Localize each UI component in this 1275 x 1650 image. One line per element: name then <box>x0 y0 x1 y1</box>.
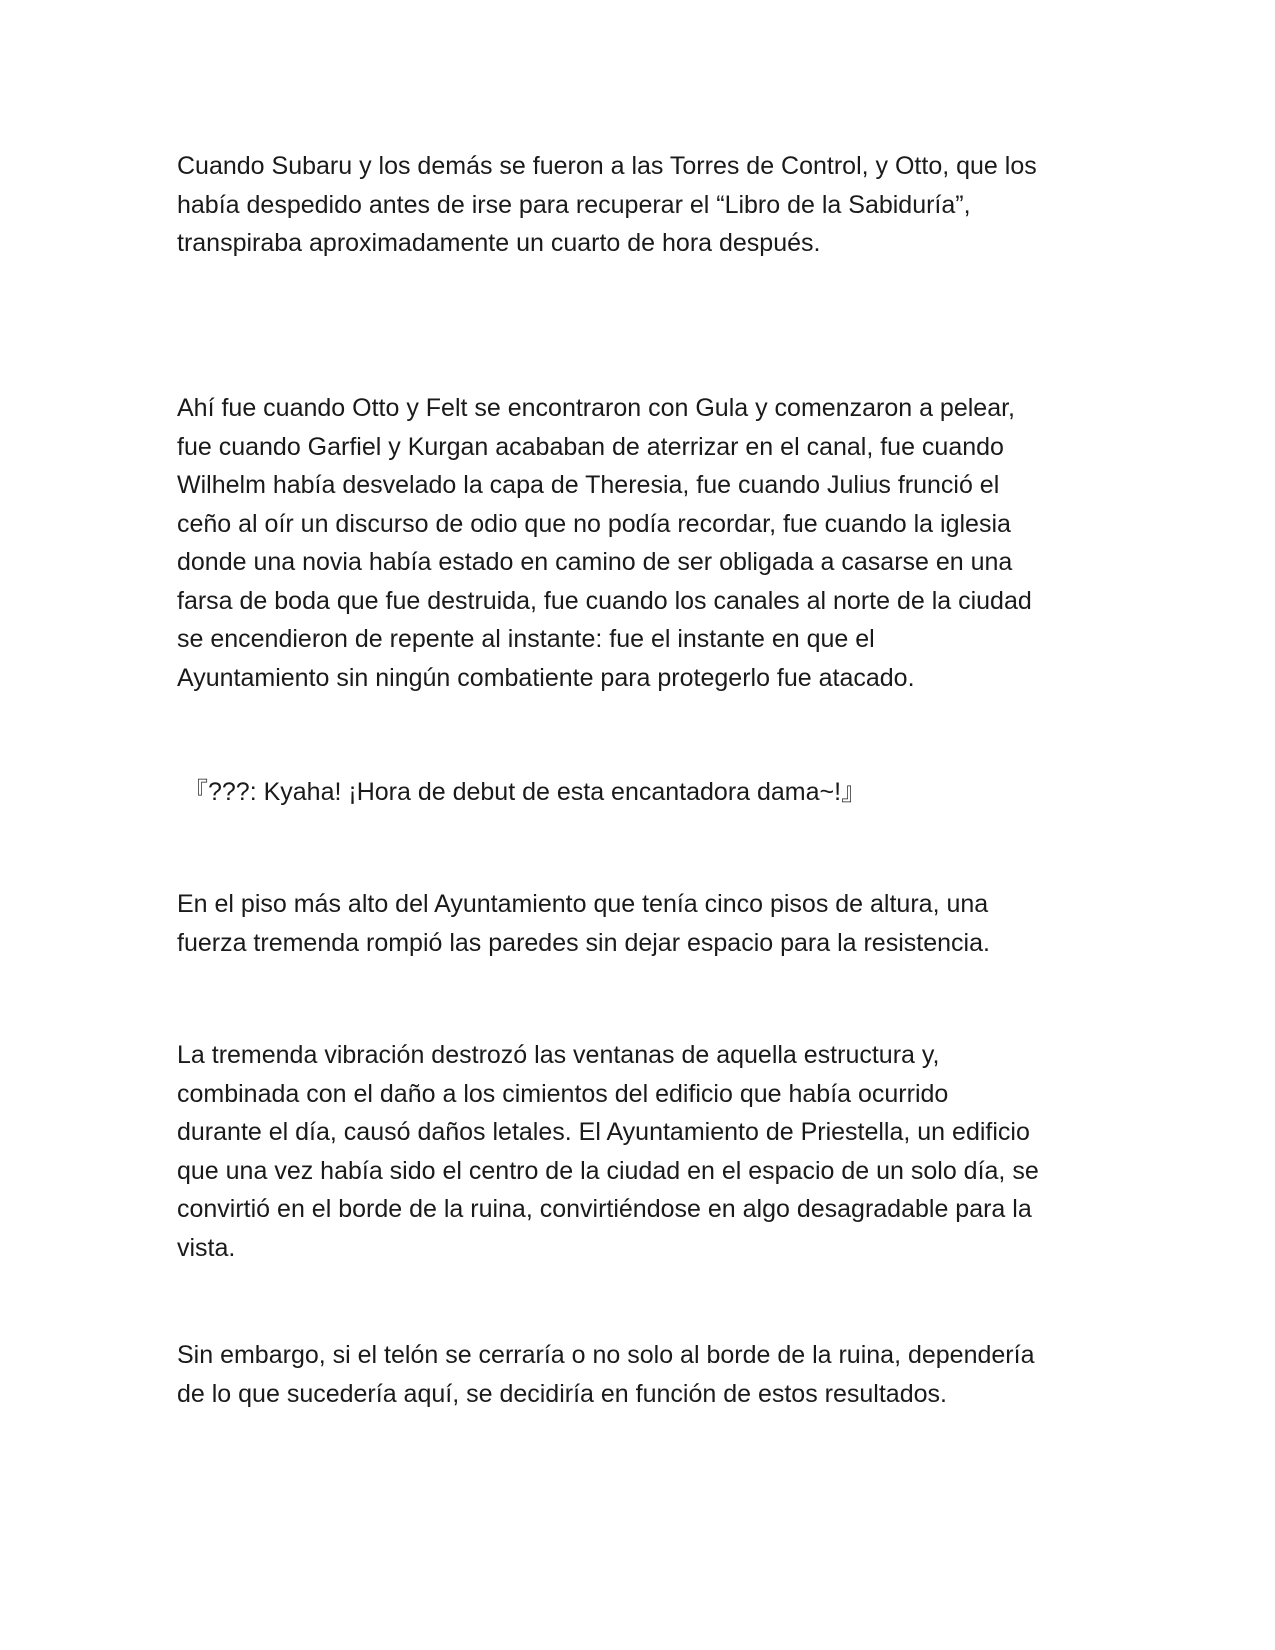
paragraph-events: Ahí fue cuando Otto y Felt se encontraron con Gula y comenzaron a pelear, fue cuando Garfiel y Kurgan acababan de aterrizar en el canal, fue cuando Wilhelm había desvelado la capa de Theresia, fue cuando Julius frunció el ceño al oír un discurso de odio que no podía recordar, fue cuando la iglesia donde una novia había estado en camino de ser obligada a casarse en una farsa de boda que fue destruida, fue cuando los canales al norte de la ciudad se encendieron de repente al instante: fue el instante en que el Ayuntamiento sin ningún combatiente para protegerlo fue atacado. <box>177 394 1032 692</box>
paragraph-closing: Sin embargo, si el telón se cerraría o no solo al borde de la ruina, dependería de lo que sucedería aquí, se decidiría en función de estos resultados. <box>177 1341 1035 1408</box>
paragraph-vibration: La tremenda vibración destrozó las ventanas de aquella estructura y, combinada con el daño a los cimientos del edificio que había ocurrido durante el día, causó daños letales. El Ayuntamiento de Priestella, un edificio que una vez había sido el centro de la ciudad en el espacio de un solo día, se convirtió en el borde de la ruina, convirtiéndose en algo desagradable para la vista. <box>177 1041 1039 1262</box>
dialogue-line: 『???: Kyaha! ¡Hora de debut de esta encantadora dama~!』 <box>183 778 867 806</box>
paragraph-top-floor: En el piso más alto del Ayuntamiento que tenía cinco pisos de altura, una fuerza tremenda rompió las paredes sin dejar espacio para la resistencia. <box>177 890 990 957</box>
paragraph-intro: Cuando Subaru y los demás se fueron a las Torres de Control, y Otto, que los había despedido antes de irse para recuperar el “Libro de la Sabiduría”, transpiraba aproximadamente un cuarto de hora después. <box>177 152 1037 257</box>
